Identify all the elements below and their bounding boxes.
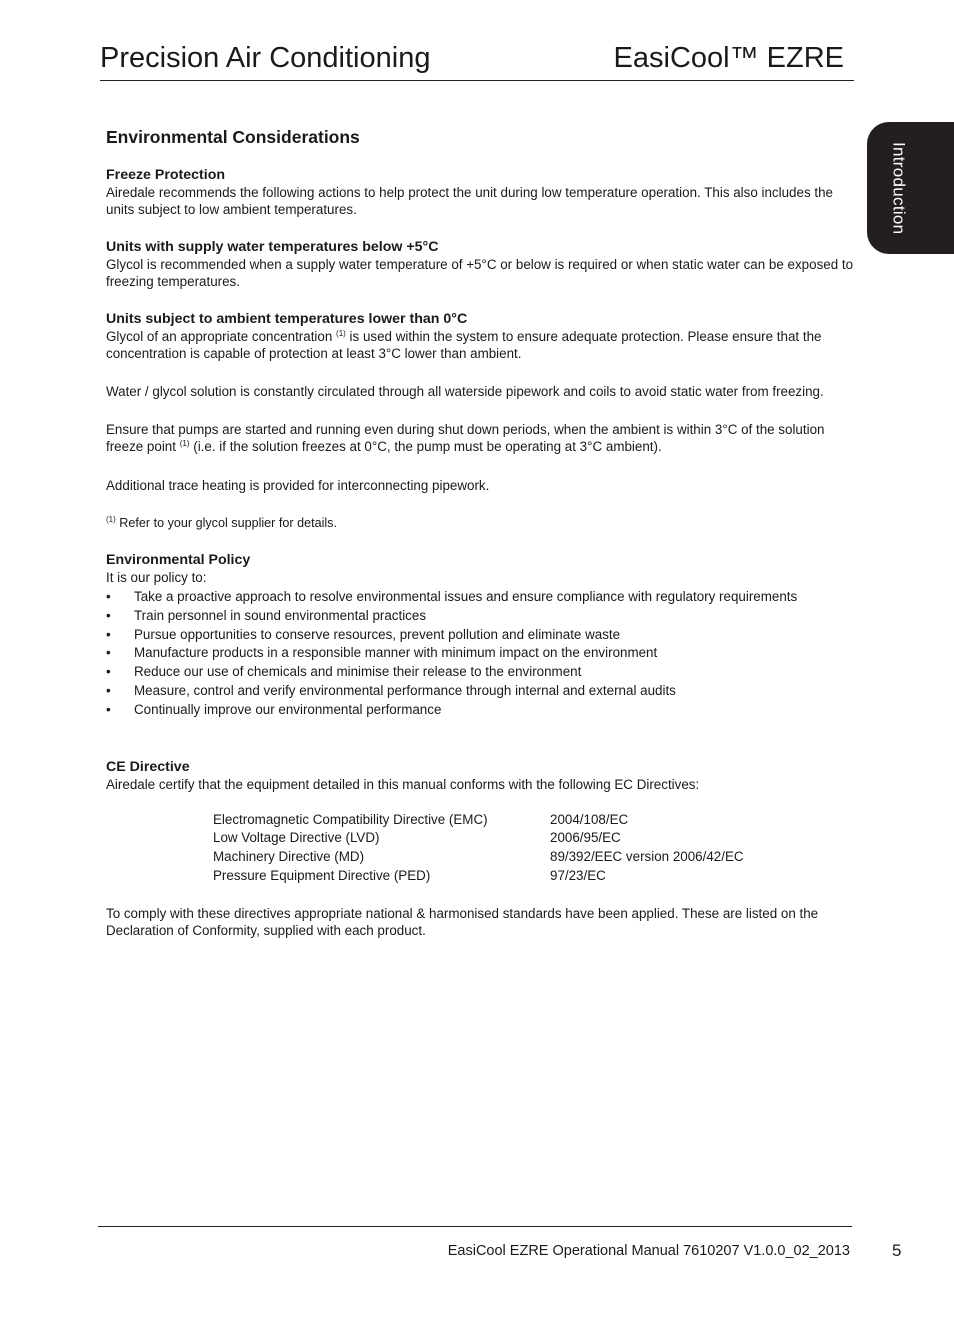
ce-directive-closing: To comply with these directives appropriate national & harmonised standards have been applied. These are listed on the Declaration of Conformity, supplied with each product.: [106, 905, 819, 938]
directive-name: Low Voltage Directive (LVD): [213, 830, 380, 846]
footnote: $^{(1)}$ Refer to your glycol supplier for details.: [106, 515, 337, 530]
header-left-title: Precision Air Conditioning: [100, 42, 431, 74]
header-right-title: EasiCool™ EZRE: [613, 42, 844, 74]
directive-code: 2006/95/EC: [550, 830, 621, 846]
environmental-policy-list: [106, 588, 854, 720]
ce-directive-intro: Airedale certify that the equipment detailed in this manual conforms with the following EC Directives:: [106, 776, 700, 792]
water-glycol-text: Water / glycol solution is constantly circulated through all waterside pipework and coils to avoid static water from freezing.: [106, 384, 824, 399]
directive-code: 2004/108/EC: [550, 811, 629, 827]
freeze-protection-text: Airedale recommends the following actions to help protect the unit during low temperature operation. This also includes the units subject to low ambient temperatures.: [106, 185, 833, 217]
table-row: [213, 811, 744, 830]
directive-name: Electromagnetic Compatibility Directive (EMC): [213, 811, 488, 827]
list-item: • Manufacture products in a responsible manner with minimum impact on the environment: [106, 645, 658, 661]
footnote-reference: (1): [179, 439, 190, 448]
footer-rule: [98, 1226, 852, 1227]
page-number: 5: [892, 1241, 902, 1260]
pumps-text: Ensure that pumps are started and running even during shut down periods, when the ambient is within 3°C of the solution freeze point $^{(1)}$ (i.e. if the solution freezes at 0°C, the pump must be operating at 3°C ambient).: [106, 422, 825, 454]
ambient-temperature-heading: Units subject to ambient temperatures lower than 0°C: [106, 311, 468, 327]
list-item: • Measure, control and verify environmental performance through internal and external audits: [106, 682, 676, 698]
directive-name: Pressure Equipment Directive (PED): [213, 867, 431, 883]
table-row: [213, 867, 744, 886]
directive-code: 97/23/EC: [550, 867, 606, 883]
page-content: [106, 126, 854, 939]
list-item: • Take a proactive approach to resolve environmental issues and ensure compliance with regulatory requirements: [106, 589, 798, 604]
list-item: • Reduce our use of chemicals and minimise their release to the environment: [106, 664, 582, 680]
supply-water-text: Glycol is recommended when a supply water temperature of +5°C or below is required or when static water can be exposed to freezing temperatures.: [106, 257, 854, 289]
environmental-policy-intro: It is our policy to:: [106, 570, 207, 585]
list-item: • Train personnel in sound environmental practices: [106, 607, 427, 623]
supply-water-heading: Units with supply water temperatures below +5°C: [106, 239, 439, 255]
section-tab-label: Introduction: [889, 141, 909, 235]
trace-heating-text: Additional trace heating is provided for interconnecting pipework.: [106, 478, 490, 493]
environmental-policy-heading: Environmental Policy: [106, 552, 251, 568]
table-row: [213, 829, 744, 848]
directive-code: 89/392/EEC version 2006/42/EC: [550, 849, 744, 865]
header-rule: [100, 80, 854, 81]
section-title: Environmental Considerations: [106, 127, 360, 147]
directives-table: [213, 811, 744, 886]
ambient-temperature-text: Glycol of an appropriate concentration $^{(1)}$ is used within the system to ensure adequate protection. Please ensure that the concentration is capable of protection at least 3°C lower than ambient.: [106, 329, 822, 361]
table-row: [213, 848, 744, 867]
directive-name: Machinery Directive (MD): [213, 849, 365, 865]
footnote-reference: (1): [336, 329, 346, 338]
footer-manual-reference: EasiCool EZRE Operational Manual 7610207 V1.0.0_02_2013: [447, 1243, 850, 1259]
list-item: • Pursue opportunities to conserve resources, prevent pollution and eliminate waste: [106, 626, 621, 642]
list-item: • Continually improve our environmental performance: [106, 701, 442, 717]
freeze-protection-heading: Freeze Protection: [106, 167, 226, 183]
section-tab-introduction[interactable]: [867, 122, 954, 254]
ce-directive-heading: CE Directive: [106, 758, 190, 775]
